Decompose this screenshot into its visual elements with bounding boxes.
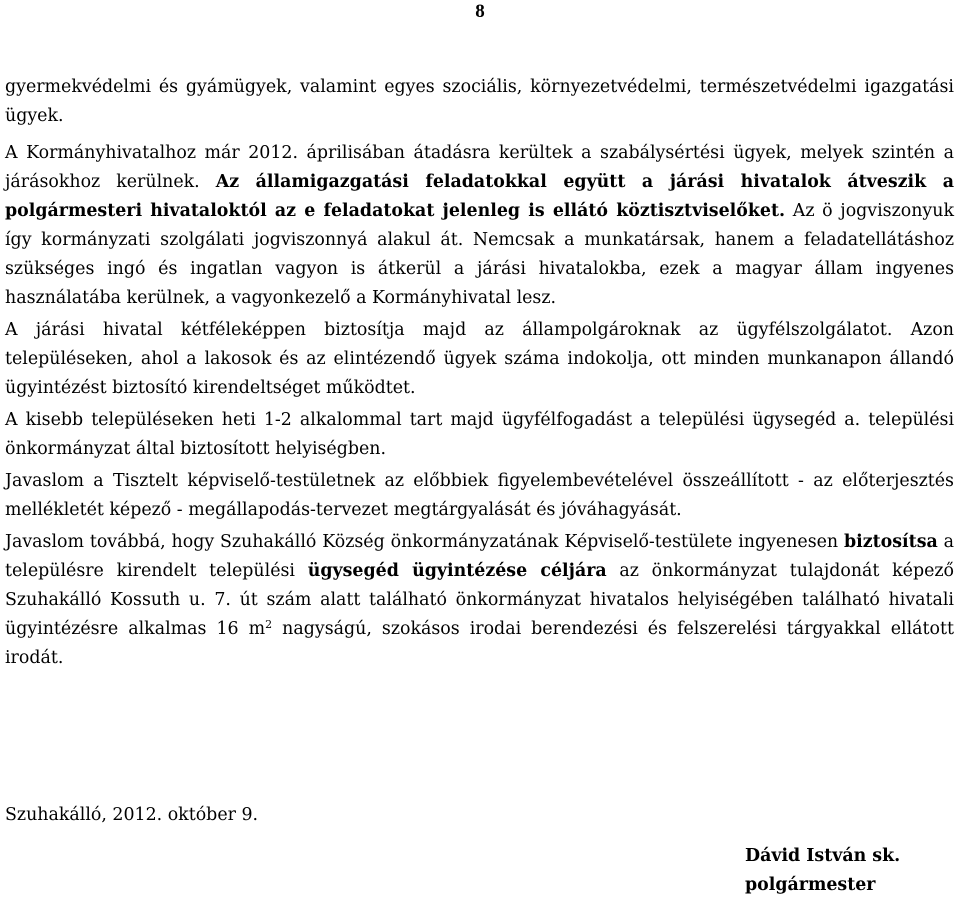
- square-meter-superscript: 2: [265, 618, 273, 631]
- signature-block: [745, 842, 955, 900]
- paragraph-small-settlements: [5, 406, 954, 464]
- place-and-date: Szuhakálló, 2012. október 9.: [5, 805, 259, 825]
- paragraph-proposal-text: Javaslom a Tisztelt képviselő-testületnek az előbbiek figyelembevételével összeállított - az előterjesztés mellékletét képező - megállapodás-tervezet megtárgyalását és jóváhagyását.: [5, 471, 954, 520]
- paragraph-authorities: [5, 73, 954, 131]
- paragraph-transfer-bold: Az államigazgatási feladatokkal együtt a járási hivatalok átveszik a polgármesteri hivataloktól az e feladatokat jelenleg is ellátó köztisztviselőket.: [5, 172, 954, 221]
- paragraph-proposal: [5, 467, 954, 525]
- paragraph-transfer-intro: A Kormányhivatalhoz már 2012. áprilisában átadásra kerültek a szabálysértési ügyek, melyek szintén a járásokhoz kerülnek.: [5, 143, 954, 192]
- paragraph-transfer-rest: Az ö jogviszonyuk így kormányzati szolgálati jogviszonnyá alakul át. Nemcsak a munkatársak, hanem a feladatellátáshoz szükséges ingó és ingatlan vagyon is átkerül a járási hivatalokba, ezek a magyar állam ingyenes használatába kerülnek, a vagyonkezelő a Kormányhivatal lesz.: [5, 201, 954, 308]
- paragraph-authorities-text: gyermekvédelmi és gyámügyek, valamint egyes szociális, környezetvédelmi, természetvédelmi igazgatási ügyek.: [5, 77, 954, 126]
- paragraph-transfer: [5, 139, 954, 313]
- paragraph-office-bold1: biztosítsa: [843, 532, 938, 552]
- paragraph-office-part1: Javaslom továbbá, hogy Szuhakálló Község önkormányzatának Képviselő-testülete ingyenesen: [5, 532, 844, 552]
- paragraph-customer-service-text: A járási hivatal kétféleképpen biztosítja majd az állampolgároknak az ügyfélszolgálatot. Azon településeken, ahol a lakosok és az elintézendő ügyek száma indokolja, ott minden munkanapon állandó ügyintézést biztosító kirendeltséget működtet.: [5, 320, 954, 398]
- signatory-name: Dávid István sk.: [745, 846, 901, 866]
- paragraph-office-part3: az önkormányzat tulajdonát képező Szuhakálló Kossuth u. 7. út szám alatt található önkormányzat hivatalos helyiségében található hivatali ügyintézésre alkalmas 16 m: [5, 561, 955, 639]
- page-number: 8: [475, 1, 485, 22]
- paragraph-office-part2: a településre kirendelt települési: [5, 532, 954, 581]
- paragraph-office-part4: nagyságú, szokásos irodai berendezési és felszerelési tárgyakkal ellátott irodát.: [5, 619, 954, 668]
- paragraph-small-settlements-text: A kisebb településeken heti 1-2 alkalommal tart majd ügyfélfogadást a települési ügysegéd a. települési önkormányzat által biztosított helyiségben.: [5, 410, 954, 459]
- document-body: [5, 73, 954, 673]
- paragraph-office-proposal: [5, 528, 954, 673]
- paragraph-customer-service: [5, 316, 954, 403]
- paragraph-office-bold2: ügysegéd ügyintézése céljára: [307, 561, 607, 581]
- signatory-title: polgármester: [745, 875, 876, 895]
